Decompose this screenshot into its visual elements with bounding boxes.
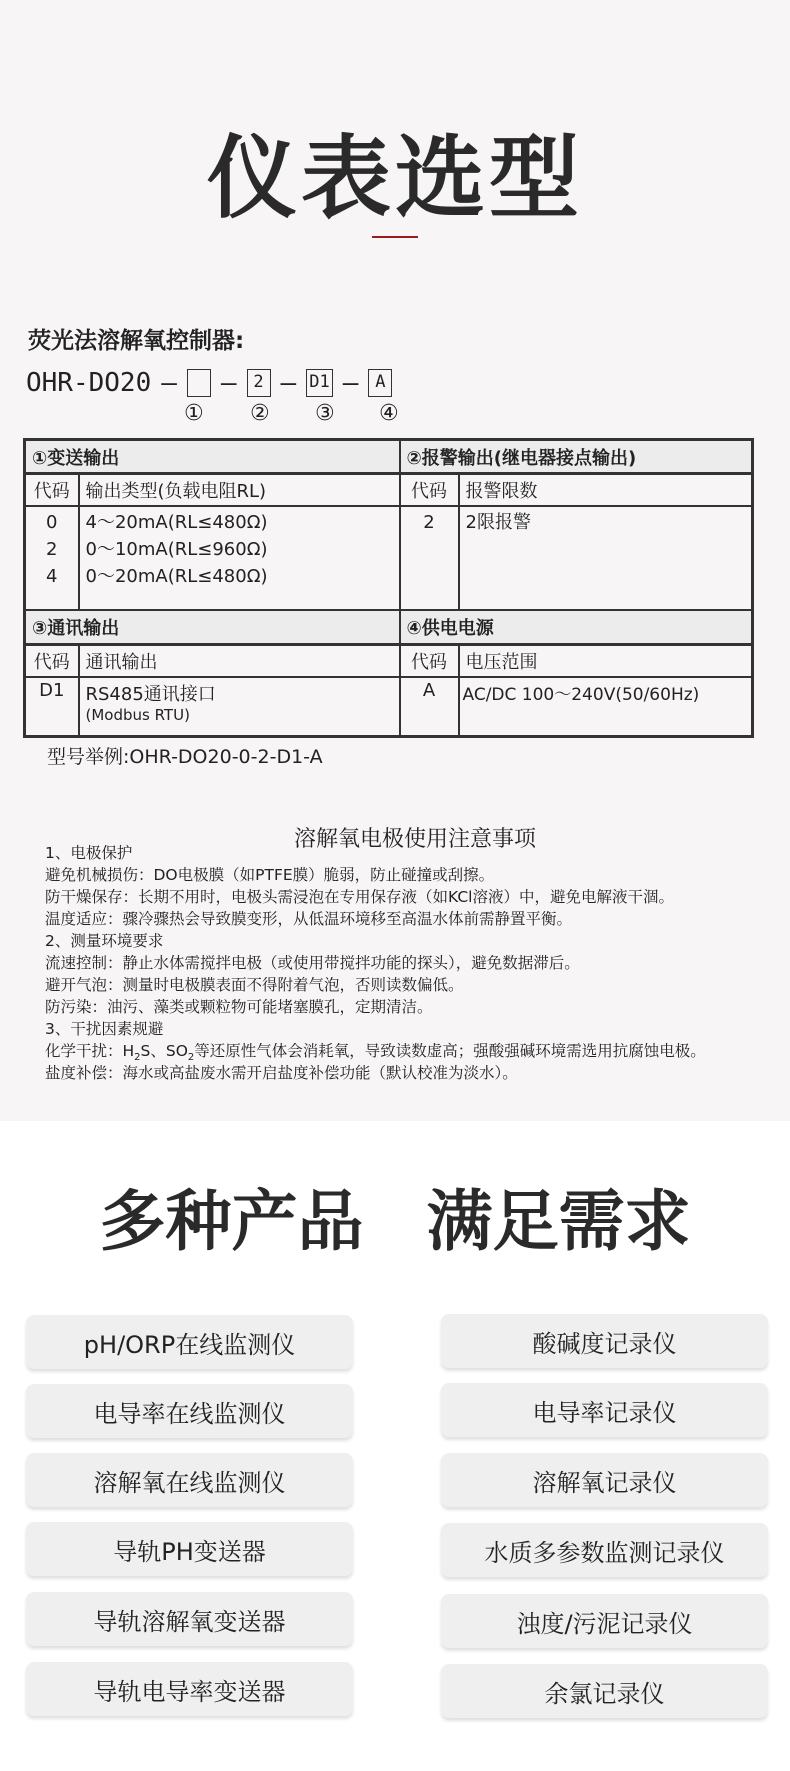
code: A <box>400 677 459 737</box>
section-header: ①变送输出 <box>25 440 400 474</box>
title-divider <box>372 236 418 238</box>
dash: – <box>161 368 177 398</box>
model-selection-table <box>23 438 754 738</box>
product-button[interactable]: 水质多参数监测记录仪 <box>441 1523 768 1577</box>
model-prefix: OHR-DO20 <box>26 368 152 398</box>
value: 2限报警 <box>459 506 753 610</box>
column-header: 代码 <box>25 644 79 677</box>
code-box-3: D1 <box>306 369 332 397</box>
value: AC/DC 100～240V(50/60Hz) <box>459 677 753 737</box>
product-button[interactable]: 酸碱度记录仪 <box>441 1314 768 1368</box>
code-box-4: A <box>368 369 392 397</box>
marker-2: ② <box>250 401 270 426</box>
column-header: 代码 <box>25 474 79 507</box>
product-button[interactable]: 电导率记录仪 <box>441 1383 768 1437</box>
products-title: 多种产品 满足需求 <box>99 1183 691 1260</box>
column-header: 电压范围 <box>459 644 753 677</box>
dash: – <box>220 368 237 398</box>
notes-title: 溶解氧电极使用注意事项 <box>293 827 536 852</box>
section-header: ②报警输出(继电器接点输出) <box>400 440 753 474</box>
value: RS485通讯接口 (Modbus RTU) <box>79 677 400 737</box>
product-button[interactable]: pH/ORP在线监测仪 <box>26 1315 353 1369</box>
dash: – <box>280 368 297 398</box>
column-header: 代码 <box>400 644 459 677</box>
note-line: 防污染：油污、藻类或颗粒物可能堵塞膜孔，定期清洁。 <box>45 998 433 1016</box>
note-line: 避开气泡：测量时电极膜表面不得附着气泡，否则读数偏低。 <box>45 976 464 994</box>
note-line: 流速控制：静止水体需搅拌电极（或使用带搅拌功能的探头），避免数据滞后。 <box>45 954 580 972</box>
codes: 0 2 4 <box>25 506 79 610</box>
product-button[interactable]: 导轨溶解氧变送器 <box>26 1592 353 1646</box>
note-line: 1、电极保护 <box>45 844 133 862</box>
note-line: 避免机械损伤：DO电极膜（如PTFE膜）脆弱，防止碰撞或刮擦。 <box>45 866 495 884</box>
column-header: 报警限数 <box>459 474 753 507</box>
model-example: 型号举例:OHR-DO20-0-2-D1-A <box>47 746 323 768</box>
page-title: 仪表选型 <box>207 126 583 231</box>
dash: – <box>342 368 359 398</box>
product-button[interactable]: 电导率在线监测仪 <box>26 1384 353 1438</box>
product-button[interactable]: 溶解氧记录仪 <box>441 1453 768 1507</box>
note-line: 2、测量环境要求 <box>45 932 164 950</box>
column-header: 通讯输出 <box>79 644 400 677</box>
product-button[interactable]: 溶解氧在线监测仪 <box>26 1453 353 1507</box>
values: 4～20mA(RL≤480Ω) 0～10mA(RL≤960Ω) 0～20mA(RL≤480Ω) <box>79 506 400 610</box>
column-header: 代码 <box>400 474 459 507</box>
product-button[interactable]: 浊度/污泥记录仪 <box>441 1594 768 1648</box>
column-header: 输出类型(负载电阻RL) <box>79 474 400 507</box>
product-button[interactable]: 余氯记录仪 <box>441 1664 768 1718</box>
note-line: 防干燥保存：长期不用时，电极头需浸泡在专用保存液（如KCl溶液）中，避免电解液干涸。 <box>45 888 674 906</box>
model-code <box>26 368 392 398</box>
product-button[interactable]: 导轨电导率变送器 <box>26 1662 353 1716</box>
marker-3: ③ <box>315 401 335 426</box>
marker-4: ④ <box>379 401 399 426</box>
note-line: 温度适应：骤冷骤热会导致膜变形，从低温环境移至高温水体前需静置平衡。 <box>45 910 573 928</box>
code-box-1 <box>187 369 211 397</box>
product-subtitle: 荧光法溶解氧控制器: <box>28 328 245 354</box>
code: D1 <box>25 677 79 737</box>
note-line: 3、干扰因素规避 <box>45 1020 164 1038</box>
code-box-2: 2 <box>247 369 271 397</box>
code: 2 <box>400 506 459 610</box>
product-button[interactable]: 导轨PH变送器 <box>26 1522 353 1576</box>
section-header: ④供电电源 <box>400 610 753 644</box>
section-header: ③通讯输出 <box>25 610 400 644</box>
marker-1: ① <box>184 401 204 426</box>
note-line-chemical: 化学干扰：$H_2S$、$SO_2$等还原性气体会消耗氧，导致读数虚高；强酸强碱环境需选用抗腐蚀电极。 <box>45 1042 706 1064</box>
note-line: 盐度补偿：海水或高盐废水需开启盐度补偿功能（默认校准为淡水）。 <box>45 1064 518 1082</box>
